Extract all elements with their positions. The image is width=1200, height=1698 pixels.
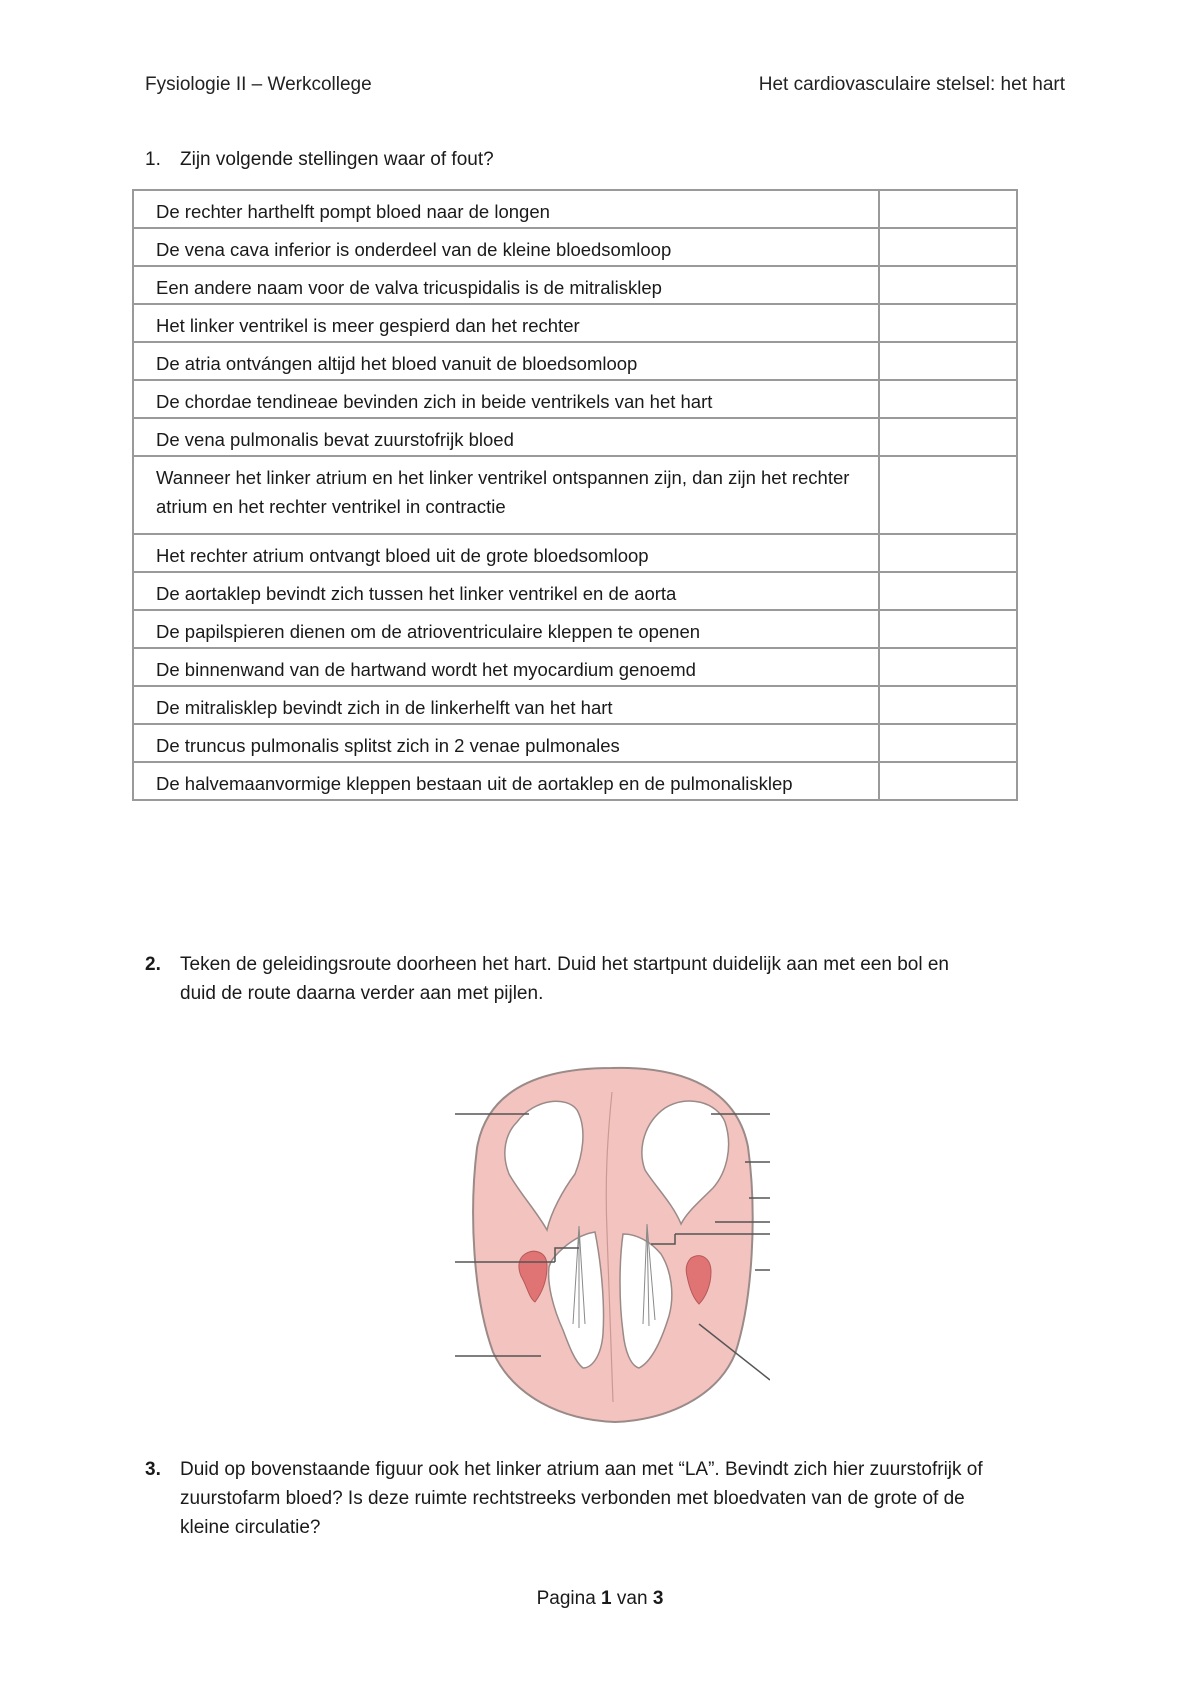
answer-cell[interactable] xyxy=(879,304,1017,342)
table-row xyxy=(133,418,1017,456)
table-row xyxy=(133,686,1017,724)
answer-cell[interactable] xyxy=(879,686,1017,724)
statement-text: Het rechter atrium ontvangt bloed uit de grote bloedsomloop xyxy=(133,534,879,572)
footer-current-page: 1 xyxy=(601,1588,612,1609)
true-false-table xyxy=(132,189,1018,801)
question-2-line-1: Teken de geleidingsroute doorheen het hart. Duid het startpunt duidelijk aan met een bol en xyxy=(180,954,949,975)
table-row xyxy=(133,648,1017,686)
answer-cell[interactable] xyxy=(879,534,1017,572)
question-3-line-3: kleine circulatie? xyxy=(180,1517,321,1538)
table-row xyxy=(133,380,1017,418)
question-2-number: 2. xyxy=(145,954,161,975)
table-row xyxy=(133,724,1017,762)
statement-text: De binnenwand van de hartwand wordt het myocardium genoemd xyxy=(133,648,879,686)
footer-total-pages: 3 xyxy=(652,1588,664,1609)
table-row xyxy=(133,762,1017,800)
table-row xyxy=(133,610,1017,648)
answer-cell[interactable] xyxy=(879,228,1017,266)
footer-middle: van xyxy=(616,1588,648,1609)
footer-prefix: Pagina xyxy=(536,1588,596,1609)
answer-cell[interactable] xyxy=(879,190,1017,228)
answer-cell[interactable] xyxy=(879,610,1017,648)
statement-text: De aortaklep bevindt zich tussen het linker ventrikel en de aorta xyxy=(133,572,879,610)
table-row xyxy=(133,572,1017,610)
statement-text: De mitralisklep bevindt zich in de linkerhelft van het hart xyxy=(133,686,879,724)
answer-cell[interactable] xyxy=(879,456,1017,534)
header-chapter-title: Het cardiovasculaire stelsel: het hart xyxy=(758,74,1065,95)
statement-text: De rechter harthelft pompt bloed naar de longen xyxy=(133,190,879,228)
answer-cell[interactable] xyxy=(879,266,1017,304)
question-2 xyxy=(145,950,1065,1008)
page-header xyxy=(145,74,1065,102)
table-row xyxy=(133,456,1017,534)
header-course-title: Fysiologie II – Werkcollege xyxy=(145,74,372,95)
statement-text: De vena pulmonalis bevat zuurstofrijk bloed xyxy=(133,418,879,456)
answer-cell[interactable] xyxy=(879,762,1017,800)
question-3 xyxy=(145,1455,1065,1542)
table-row xyxy=(133,190,1017,228)
question-1-number: 1. xyxy=(145,149,161,170)
table-row xyxy=(133,534,1017,572)
answer-cell[interactable] xyxy=(879,342,1017,380)
answer-cell[interactable] xyxy=(879,572,1017,610)
page-footer xyxy=(0,1588,1200,1610)
statement-text: De atria ontvángen altijd het bloed vanuit de bloedsomloop xyxy=(133,342,879,380)
question-3-line-1: Duid op bovenstaande figuur ook het linker atrium aan met “LA”. Bevindt zich hier zuurstofrijk of xyxy=(180,1459,983,1480)
statement-text: Een andere naam voor de valva tricuspidalis is de mitralisklep xyxy=(133,266,879,304)
heart-cross-section-figure xyxy=(455,1062,770,1427)
statement-text: Het linker ventrikel is meer gespierd dan het rechter xyxy=(133,304,879,342)
question-1 xyxy=(145,145,1065,174)
answer-cell[interactable] xyxy=(879,648,1017,686)
statement-text: De vena cava inferior is onderdeel van de kleine bloedsomloop xyxy=(133,228,879,266)
question-1-text: Zijn volgende stellingen waar of fout? xyxy=(180,149,494,170)
statement-text: De chordae tendineae bevinden zich in beide ventrikels van het hart xyxy=(133,380,879,418)
statement-text: De halvemaanvormige kleppen bestaan uit de aortaklep en de pulmonalisklep xyxy=(133,762,879,800)
statement-text: De truncus pulmonalis splitst zich in 2 venae pulmonales xyxy=(133,724,879,762)
table-row xyxy=(133,342,1017,380)
answer-cell[interactable] xyxy=(879,418,1017,456)
statement-text: Wanneer het linker atrium en het linker ventrikel ontspannen zijn, dan zijn het rechter atrium en het rechter ventrikel in contractie xyxy=(133,456,879,534)
statement-text: De papilspieren dienen om de atrioventriculaire kleppen te openen xyxy=(133,610,879,648)
question-3-number: 3. xyxy=(145,1459,161,1480)
question-3-line-2: zuurstofarm bloed? Is deze ruimte rechtstreeks verbonden met bloedvaten van de grote of de xyxy=(180,1488,965,1509)
table-row xyxy=(133,228,1017,266)
answer-cell[interactable] xyxy=(879,724,1017,762)
table-row xyxy=(133,304,1017,342)
answer-cell[interactable] xyxy=(879,380,1017,418)
question-2-line-2: duid de route daarna verder aan met pijlen. xyxy=(180,983,544,1004)
table-row xyxy=(133,266,1017,304)
